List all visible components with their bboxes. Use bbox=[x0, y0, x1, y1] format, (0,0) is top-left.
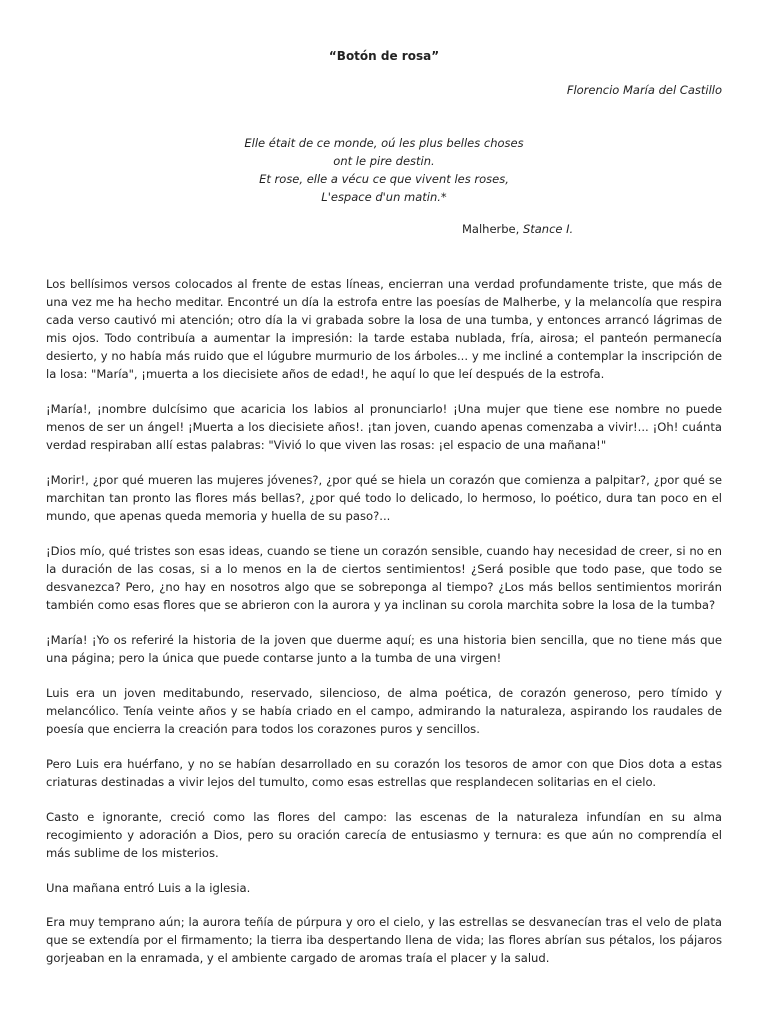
attribution-work: Stance I. bbox=[522, 222, 574, 236]
paragraph: Casto e ignorante, creció como las flores del campo: las escenas de la naturaleza infundían en su alma recogimiento y adoración a Dios, pero su oración carecía de entusiasmo y ternura: es que aún no comprendía el más sublime de los misterios. bbox=[46, 810, 722, 860]
epigraph-line: Elle était de ce monde, oú les plus belles choses bbox=[244, 136, 524, 150]
paragraph: Los bellísimos versos colocados al frente de estas líneas, encierran una verdad profundamente triste, que más de una vez me ha hecho meditar. Encontré un día la estrofa entre las poesías de Malherbe, y la melancolía que respira cada verso cautivó mi atención; otro día la vi grabada sobre la losa de una tumba, y entonces arrancó lágrimas de mis ojos. Todo contribuía a aumentar la impresión: la tarde estaba nublada, fría, airosa; el panteón permanecía desierto, y no había más ruido que el lúgubre murmurio de los árboles... y me incliné a contemplar la inscripción de la losa: "María", ¡muerta a los diecisiete años de edad!, he aquí lo que leí después de la estrofa. bbox=[46, 277, 722, 381]
paragraph: ¡Morir!, ¿por qué mueren las mujeres jóvenes?, ¿por qué se hiela un corazón que comienza a palpitar?, ¿por qué se marchitan tan pronto las flores más bellas?, ¿por qué todo lo delicado, lo hermoso, lo poético, dura tan poco en el mundo, que apenas queda memoria y huella de su paso?... bbox=[46, 473, 722, 523]
epigraph-line: ont le pire destin. bbox=[333, 154, 435, 168]
paragraph: ¡María!, ¡nombre dulcísimo que acaricia los labios al pronunciarlo! ¡Una mujer que tiene ese nombre no puede menos de ser un ángel! ¡Muerta a los diecisiete años!. ¡tan joven, cuando apenas comenzaba a vivir!... ¡Oh! cuánta verdad respiraban allí estas palabras: "Vivió lo que viven las rosas: ¡el espacio de una mañana!" bbox=[46, 402, 722, 452]
paragraph: Era muy temprano aún; la aurora teñía de púrpura y oro el cielo, y las estrellas se desvanecían tras el velo de plata que se extendía por el firmamento; la tierra iba despertando llena de vida; las flores abrían sus pétalos, los pájaros gorjeaban en la enramada, y el ambiente cargado de aromas traía el placer y la salud. bbox=[46, 915, 722, 965]
paragraph: Una mañana entró Luis a la iglesia. bbox=[46, 881, 251, 895]
epigraph bbox=[0, 134, 768, 206]
author-name: Florencio María del Castillo bbox=[566, 83, 722, 97]
paragraph: ¡María! ¡Yo os referiré la historia de la joven que duerme aquí; es una historia bien sencilla, que no tiene más que una página; pero la única que puede contarse junto a la tumba de una virgen! bbox=[46, 633, 722, 665]
epigraph-attribution bbox=[462, 221, 573, 237]
document-title: “Botón de rosa” bbox=[328, 49, 440, 63]
epigraph-line: Et rose, elle a vécu ce que vivent les roses, bbox=[259, 172, 509, 186]
paragraph: Pero Luis era huérfano, y no se habían desarrollado en su corazón los tesoros de amor con que Dios dota a estas criaturas destinadas a vivir lejos del tumulto, como esas estrellas que resplandecen solitarias en el cielo. bbox=[46, 757, 722, 789]
attribution-author: Malherbe, bbox=[462, 222, 523, 236]
epigraph-line: L'espace d'un matin.* bbox=[321, 190, 447, 204]
paragraph: Luis era un joven meditabundo, reservado, silencioso, de alma poética, de corazón generoso, pero tímido y melancólico. Tenía veinte años y se había criado en el campo, admirando la naturaleza, aspirando los raudales de poesía que encierra la creación para todos los corazones puros y sencillos. bbox=[46, 686, 722, 736]
body-text bbox=[46, 275, 722, 984]
paragraph: ¡Dios mío, qué tristes son esas ideas, cuando se tiene un corazón sensible, cuando hay necesidad de creer, si no en la duración de las cosas, si a lo menos en la de ciertos sentimientos! ¿Será posible que todo pase, que todo se desvanezca? Pero, ¿no hay en nosotros algo que se sobreponga al tiempo? ¿Los más bellos sentimientos morirán también como esas flores que se abrieron con la aurora y ya inclinan su corola marchita sobre la losa de la tumba? bbox=[46, 544, 722, 612]
